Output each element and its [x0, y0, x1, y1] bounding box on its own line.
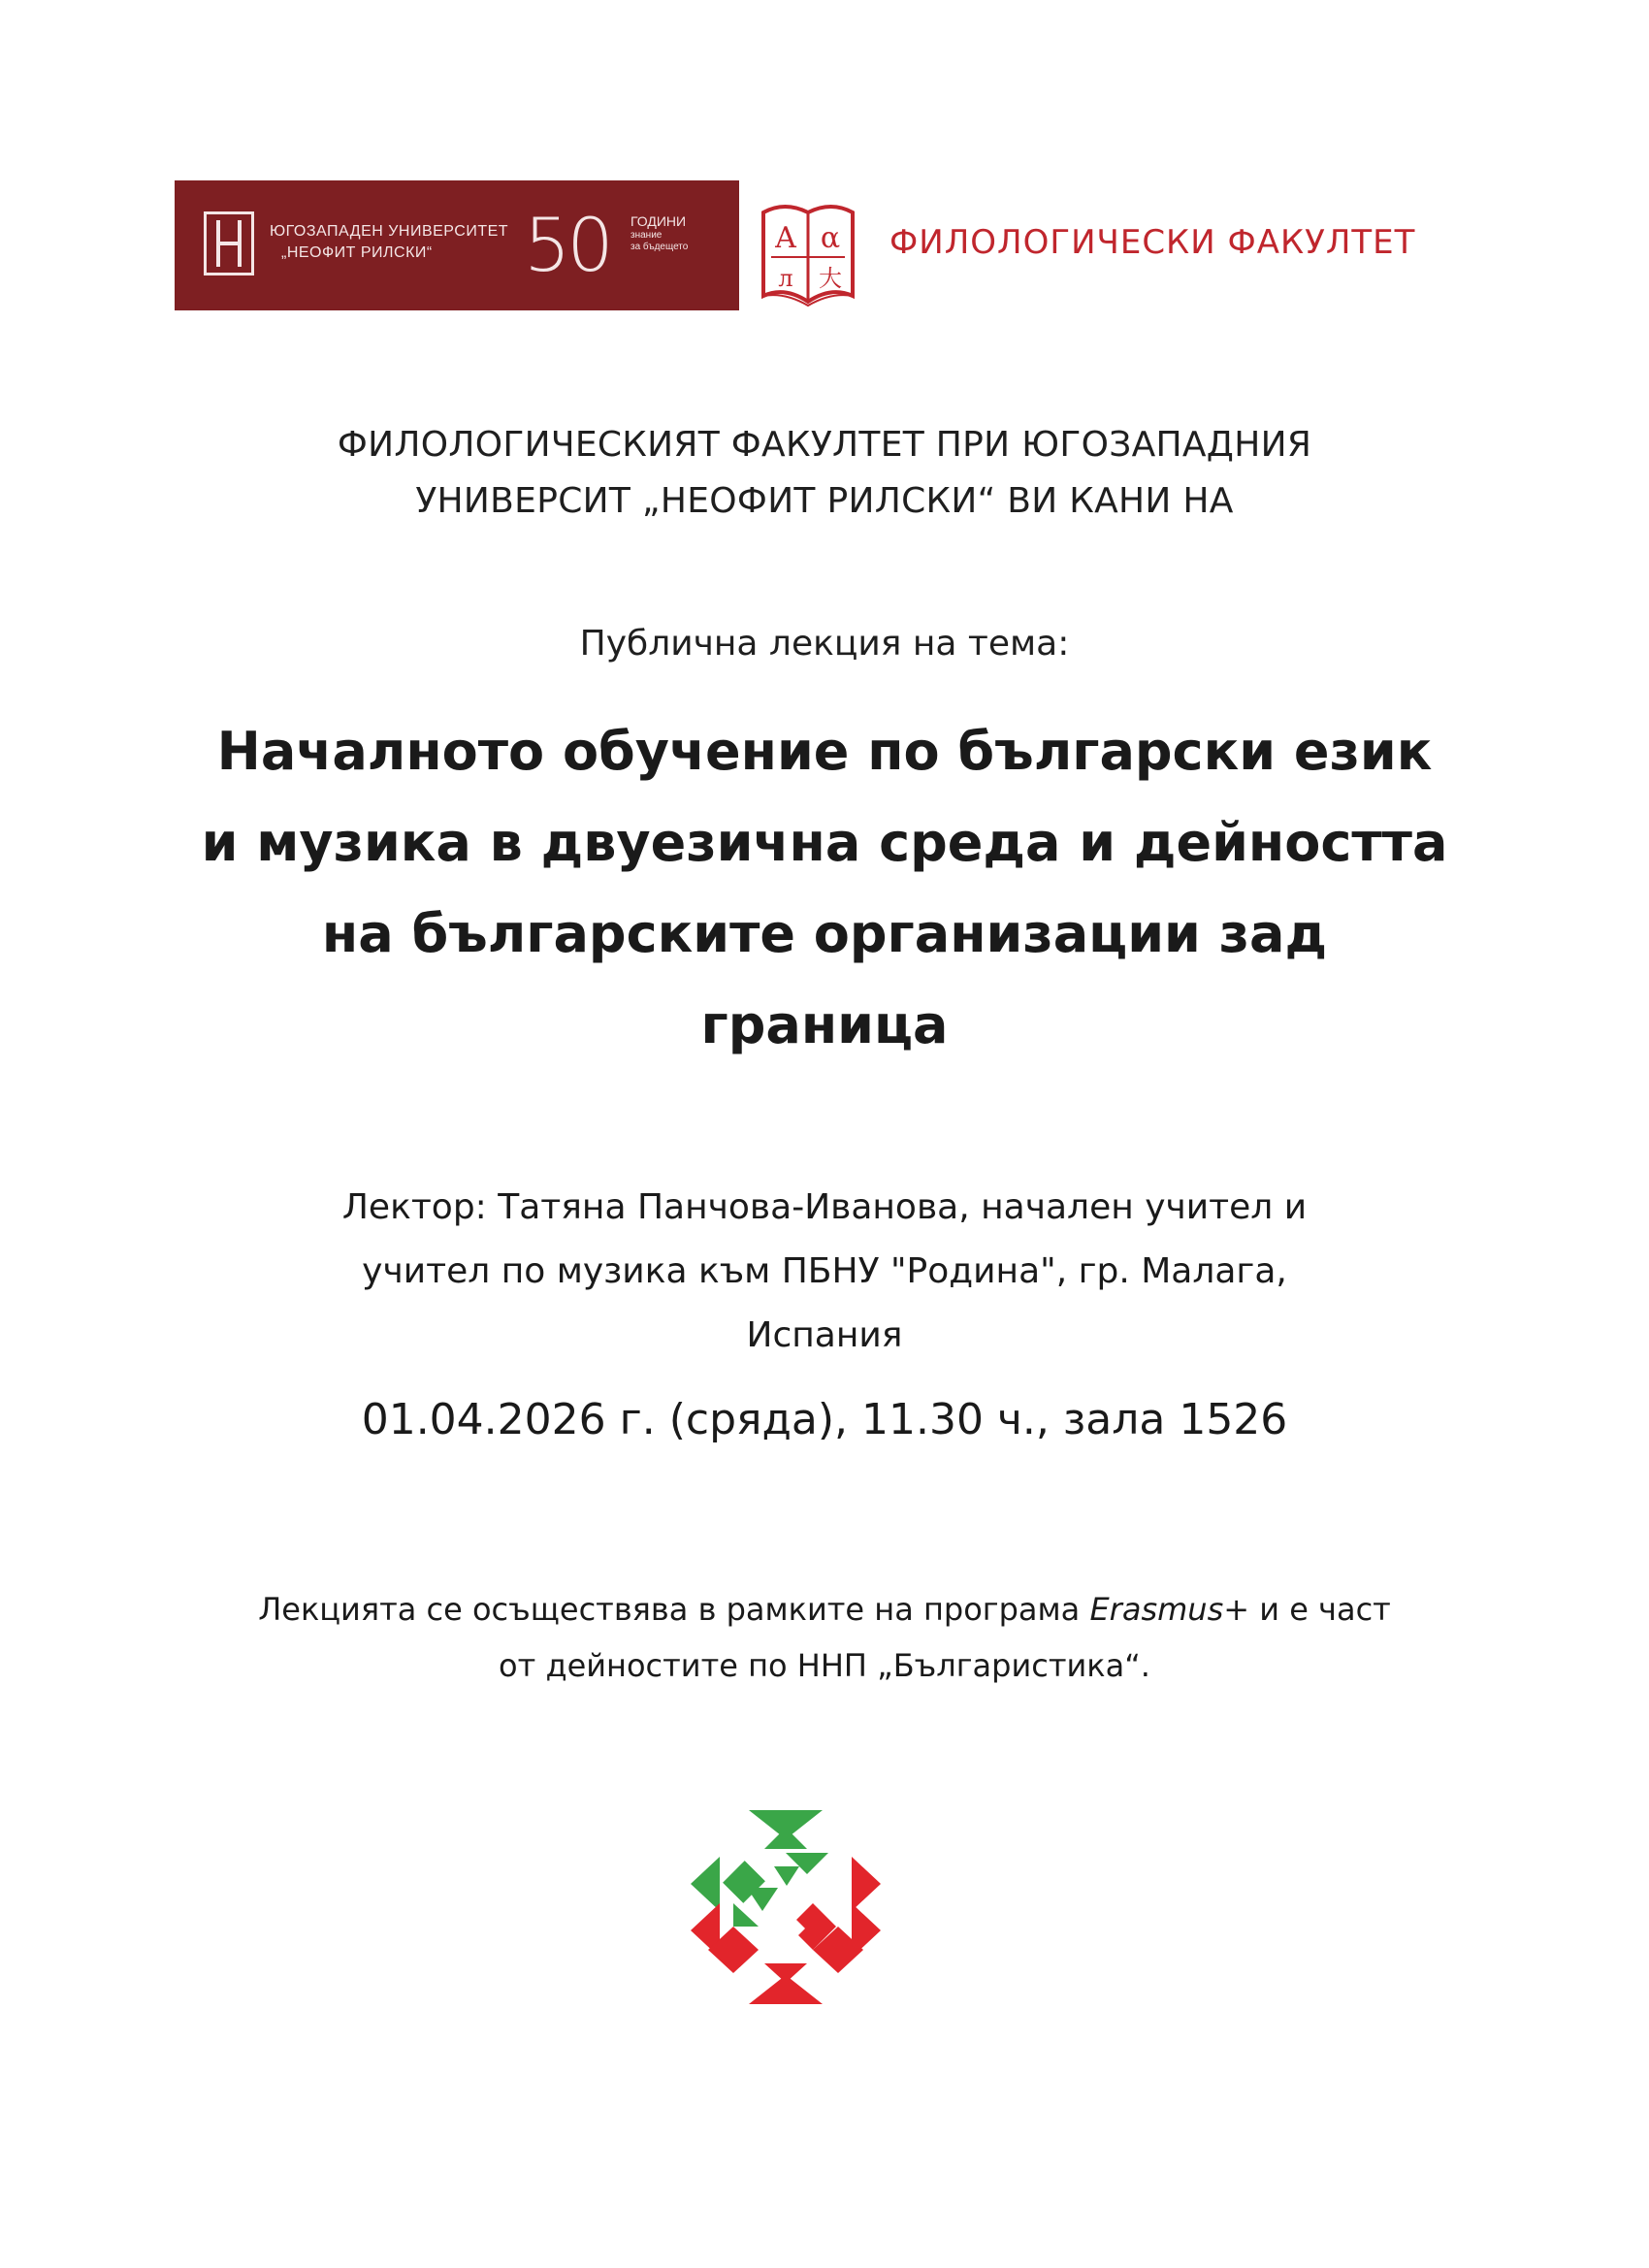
- invitation-line-2: УНИВЕРСИТ „НЕОФИТ РИЛСКИ“ ВИ КАНИ НА: [415, 481, 1234, 521]
- bulgarian-ornament-icon: [691, 1810, 881, 2004]
- faculty-logo-letter-4: 大: [819, 265, 842, 292]
- anniversary-number: 50: [524, 202, 610, 288]
- university-name-line1: ЮГОЗАПАДЕН УНИВЕРСИТЕТ: [270, 223, 509, 240]
- footnote-line-1-after: и е част: [1259, 1591, 1391, 1628]
- invitation-heading: [0, 417, 1649, 530]
- program-footnote: [0, 1581, 1649, 1694]
- lecture-label: Публична лекция на тема:: [579, 624, 1070, 664]
- lecture-title-line-1: Началното обучение по български език: [216, 721, 1433, 782]
- lecture-title-line-3: на българските организации зад: [321, 903, 1328, 964]
- anniversary-word: ГОДИНИ: [630, 213, 687, 229]
- lecture-title-line-4: граница: [700, 994, 949, 1055]
- lecture-title-line-2: и музика в двуезична среда и дейността: [201, 812, 1448, 873]
- footnote-line-1-before: Лекцията се осъществява в рамките на програма: [258, 1591, 1081, 1628]
- faculty-logo-letter-3: л: [778, 265, 793, 292]
- faculty-name: ФИЛОЛОГИЧЕСКИ ФАКУЛТЕТ: [889, 223, 1416, 262]
- erasmus-program-name: Erasmus+: [1089, 1591, 1250, 1628]
- speaker-info: [0, 1176, 1649, 1368]
- event-datetime: 01.04.2026 г. (сряда), 11.30 ч., зала 1526: [361, 1395, 1288, 1444]
- speaker-line-2: учител по музика към ПБНУ "Родина", гр. Малага,: [362, 1251, 1287, 1291]
- footnote-line-2: от дейностите по ННП „Българистика“.: [499, 1647, 1150, 1684]
- lecture-title: [0, 706, 1649, 1071]
- speaker-line-3: Испания: [746, 1315, 903, 1355]
- university-emblem-icon: [204, 211, 254, 275]
- faculty-book-logo-icon: [760, 199, 857, 311]
- anniversary-sub1: знание: [630, 230, 663, 241]
- speaker-line-1: Лектор: Татяна Панчова-Иванова, начален учител и: [341, 1187, 1308, 1227]
- invitation-line-1: ФИЛОЛОГИЧЕСКИЯТ ФАКУЛТЕТ ПРИ ЮГОЗАПАДНИЯ: [337, 425, 1312, 465]
- footnote-line-1: [0, 1581, 1649, 1637]
- university-banner: [175, 180, 739, 310]
- faculty-logo-letter-2: α: [820, 221, 841, 255]
- faculty-logo-letter-1: А: [774, 221, 797, 255]
- anniversary-caption: [630, 213, 688, 253]
- university-name-line2: „НЕОФИТ РИЛСКИ“: [281, 244, 433, 261]
- anniversary-sub2: за бъдещето: [630, 242, 689, 252]
